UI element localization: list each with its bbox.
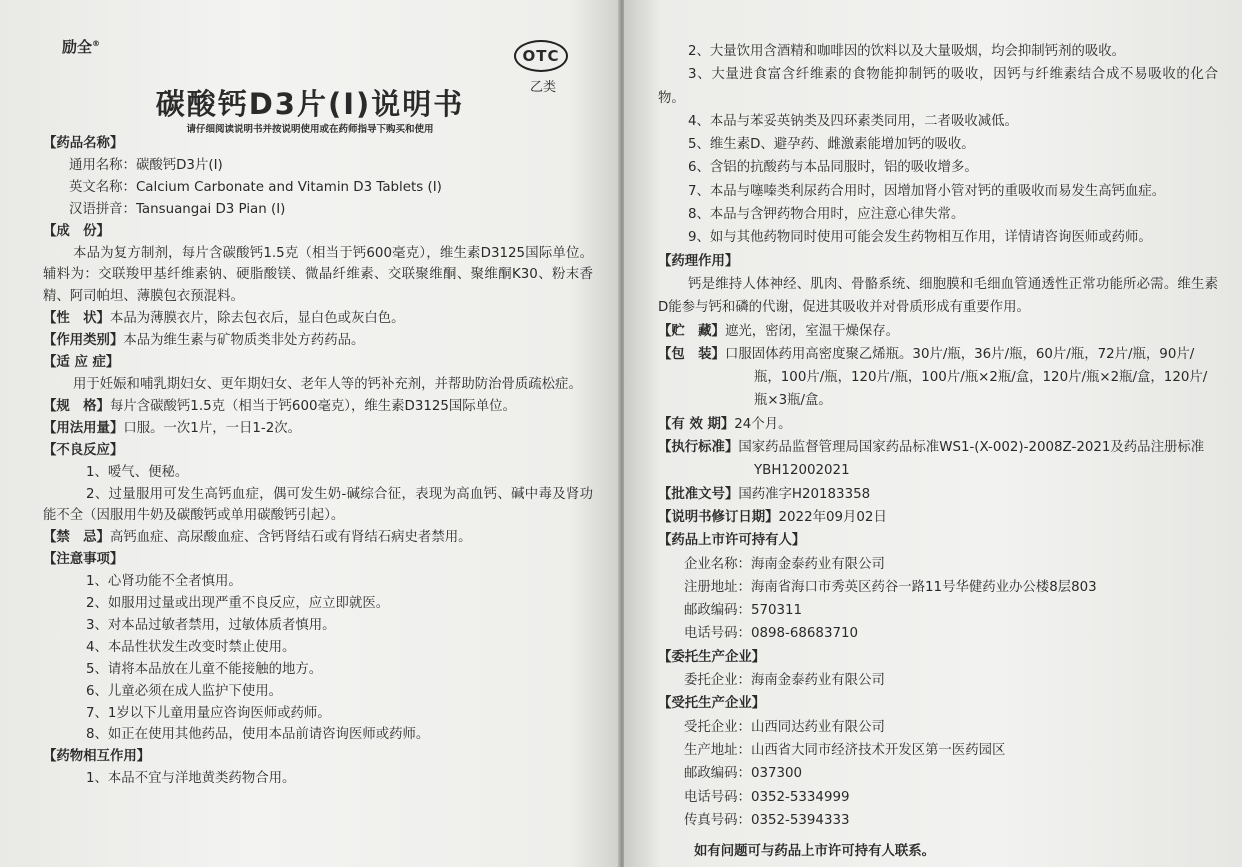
generic-name: 通用名称：碳酸钙D3片(I) xyxy=(69,157,223,173)
adverse-item: 2、过量服用可发生高钙血症，偶可发生奶-碱综合征，表现为高血钙、碱中毒及肾功能不全（因服用牛奶及碳酸钙或单用碳酸钙引起）。 xyxy=(43,486,593,524)
spec-text: 每片含碳酸钙1.5克（相当于钙600毫克），维生素D3125国际单位。 xyxy=(109,398,516,414)
category-text: 本品为维生素与矿物质类非处方药药品。 xyxy=(123,333,365,349)
precaution-item: 3、对本品过敏者禁用，过敏体质者慎用。 xyxy=(86,617,336,633)
section-heading-composition: 【成 份】 xyxy=(43,223,110,239)
section-heading-approval: 【批准文号】 xyxy=(658,486,739,502)
contact-note: 如有问题可与药品上市许可持有人联系。 xyxy=(694,844,936,860)
section-heading-manufacturer: 【受托生产企业】 xyxy=(658,696,766,712)
indication-text: 用于妊娠和哺乳期妇女、更年期妇女、老年人等的钙补充剂，并帮助防治骨质疏松症。 xyxy=(73,376,582,392)
storage-row xyxy=(658,320,1218,343)
section-heading-indication: 【适 应 症】 xyxy=(43,355,120,371)
usage-row xyxy=(43,418,593,440)
character-text: 本品为薄膜衣片，除去包衣后，显白色或灰白色。 xyxy=(109,311,405,327)
holder-phone: 电话号码：0898-68683710 xyxy=(684,626,859,642)
section-heading-pharmacology: 【药理作用】 xyxy=(658,253,739,269)
holder-company: 企业名称：海南金泰药业有限公司 xyxy=(684,556,885,572)
manufacturer-postcode: 邮政编码：037300 xyxy=(684,766,803,782)
leaflet-subtitle: 请仔细阅读说明书并按说明使用或在药师指导下购买和使用 xyxy=(186,124,434,135)
section-heading-precautions: 【注意事项】 xyxy=(43,552,124,568)
leaflet-left-page xyxy=(0,0,620,867)
interaction-item: 5、维生素D、避孕药、雌激素能增加钙的吸收。 xyxy=(688,137,975,153)
usage-text: 口服。一次1片，一日1-2次。 xyxy=(123,420,302,436)
holder-postcode: 邮政编码：570311 xyxy=(684,603,803,619)
section-heading-entrusting-company: 【委托生产企业】 xyxy=(658,649,766,665)
section-heading-spec: 【规 格】 xyxy=(43,398,110,414)
interaction-item: 4、本品与苯妥英钠类及四环素类同用，二者吸收减低。 xyxy=(688,113,1018,129)
package-row xyxy=(658,343,1218,413)
section-heading-character: 【性 状】 xyxy=(43,311,110,327)
english-name: 英文名称：Calcium Carbonate and Vitamin D3 Tablets (I) xyxy=(69,179,442,195)
precaution-item: 2、如服用过量或出现严重不良反应，应立即就医。 xyxy=(86,596,390,612)
category-row xyxy=(43,330,593,352)
left-column-content xyxy=(43,133,593,790)
revision-row xyxy=(658,506,1218,529)
interaction-item: 2、大量饮用含酒精和咖啡因的饮料以及大量吸烟，均会抑制钙剂的吸收。 xyxy=(688,44,1126,59)
composition-text: 本品为复方制剂，每片含碳酸钙1.5克（相当于钙600毫克），维生素D3125国际单位。辅料为：交联羧甲基纤维素钠、硬脂酸镁、微晶纤维素、交联聚维酮、聚维酮K30、粉末香精、阿司帕坦、薄膜包衣预混料。 xyxy=(43,245,593,305)
otc-badge: OTC xyxy=(514,40,568,72)
interaction-item: 8、本品与含钾药物合用时，应注意心律失常。 xyxy=(688,207,965,223)
precaution-item: 6、儿童必须在成人监护下使用。 xyxy=(86,683,282,699)
manufacturer-company: 受托企业：山西同达药业有限公司 xyxy=(684,719,885,735)
approval-text: 国药准字H20183358 xyxy=(738,486,871,502)
interaction-item: 1、本品不宜与洋地黄类药物合用。 xyxy=(86,771,296,787)
holder-address: 注册地址：海南省海口市秀英区药谷一路11号华健药业办公楼8层803 xyxy=(684,579,1097,595)
standard-text: 国家药品监督管理局国家药品标准WS1-(X-002)-2008Z-2021及药品注册标准YBH12002021 xyxy=(738,440,1205,479)
right-column-content xyxy=(658,40,1218,863)
leaflet-title: 碳酸钙D3片(I)说明书 xyxy=(155,87,465,121)
approval-row xyxy=(658,483,1218,506)
section-heading-standard: 【执行标准】 xyxy=(658,440,739,456)
pharmacology-text: 钙是维持人体神经、肌肉、骨骼系统、细胞膜和毛细血管通透性正常功能所必需。维生素D能参与钙和磷的代谢，促进其吸收并对骨质形成有重要作用。 xyxy=(658,276,1218,316)
package-text: 口服固体药用高密度聚乙烯瓶。30片/瓶，36片/瓶，60片/瓶，72片/瓶，90片/瓶，100片/瓶，120片/瓶，100片/瓶×2瓶/盒，120片/瓶×2瓶/盒，120片/瓶×3瓶/盒。 xyxy=(724,346,1208,409)
leaflet-right-page xyxy=(624,0,1242,867)
manufacturer-fax: 传真号码：0352-5394333 xyxy=(684,812,850,828)
section-heading-storage: 【贮 藏】 xyxy=(658,323,725,339)
pinyin-name: 汉语拼音：Tansuangai D3 Pian (I) xyxy=(69,201,286,217)
section-heading-package: 【包 装】 xyxy=(658,346,725,362)
section-heading-category: 【作用类别】 xyxy=(43,333,124,349)
interaction-item: 7、本品与噻嗪类利尿药合用时，因增加肾小管对钙的重吸收而易发生高钙血症。 xyxy=(688,183,1166,199)
contra-row xyxy=(43,527,593,549)
interaction-item: 9、如与其他药物同时使用可能会发生药物相互作用，详情请咨询医师或药师。 xyxy=(688,230,1152,246)
interaction-item: 3、大量进食富含纤维素的食物能抑制钙的吸收，因钙与纤维素结合成不易吸收的化合物。 xyxy=(658,67,1218,106)
section-heading-adverse: 【不良反应】 xyxy=(43,442,124,458)
section-heading-contraindication: 【禁 忌】 xyxy=(43,530,110,546)
standard-row xyxy=(658,436,1218,483)
manufacturer-address: 生产地址：山西省大同市经济技术开发区第一医药园区 xyxy=(684,742,1006,758)
adverse-item: 1、嗳气、便秘。 xyxy=(86,464,189,480)
precaution-item: 8、如正在使用其他药品，使用本品前请咨询医师或药师。 xyxy=(86,727,430,743)
precaution-item: 4、本品性状发生改变时禁止使用。 xyxy=(86,639,296,655)
validity-text: 24个月。 xyxy=(734,416,792,432)
contraindication-text: 高钙血症、高尿酸血症、含钙肾结石或有肾结石病史者禁用。 xyxy=(109,530,472,546)
precaution-item: 1、心肾功能不全者慎用。 xyxy=(86,574,242,590)
revision-date-text: 2022年09月02日 xyxy=(778,509,887,525)
otc-class-label: 乙类 xyxy=(530,80,557,95)
precaution-item: 7、1岁以下儿童用量应咨询医师或药师。 xyxy=(86,705,331,721)
interaction-item: 6、含铝的抗酸药与本品同服时，铝的吸收增多。 xyxy=(688,160,978,176)
manufacturer-phone: 电话号码：0352-5334999 xyxy=(684,789,850,805)
section-heading-license-holder: 【药品上市许可持有人】 xyxy=(658,533,806,549)
section-heading-interactions: 【药物相互作用】 xyxy=(43,749,151,765)
spec-row xyxy=(43,396,593,418)
section-heading-usage: 【用法用量】 xyxy=(43,420,124,436)
character-row xyxy=(43,308,593,330)
section-heading-revision-date: 【说明书修订日期】 xyxy=(658,509,779,525)
entrust-company: 委托企业：海南金泰药业有限公司 xyxy=(684,673,885,689)
precaution-item: 5、请将本品放在儿童不能接触的地方。 xyxy=(86,661,323,677)
brand-name: 励全® xyxy=(62,38,101,56)
storage-text: 遮光，密闭，室温干燥保存。 xyxy=(724,323,900,339)
section-heading-drug-name: 【药品名称】 xyxy=(43,136,124,151)
section-heading-validity: 【有 效 期】 xyxy=(658,416,735,432)
validity-row xyxy=(658,413,1218,436)
